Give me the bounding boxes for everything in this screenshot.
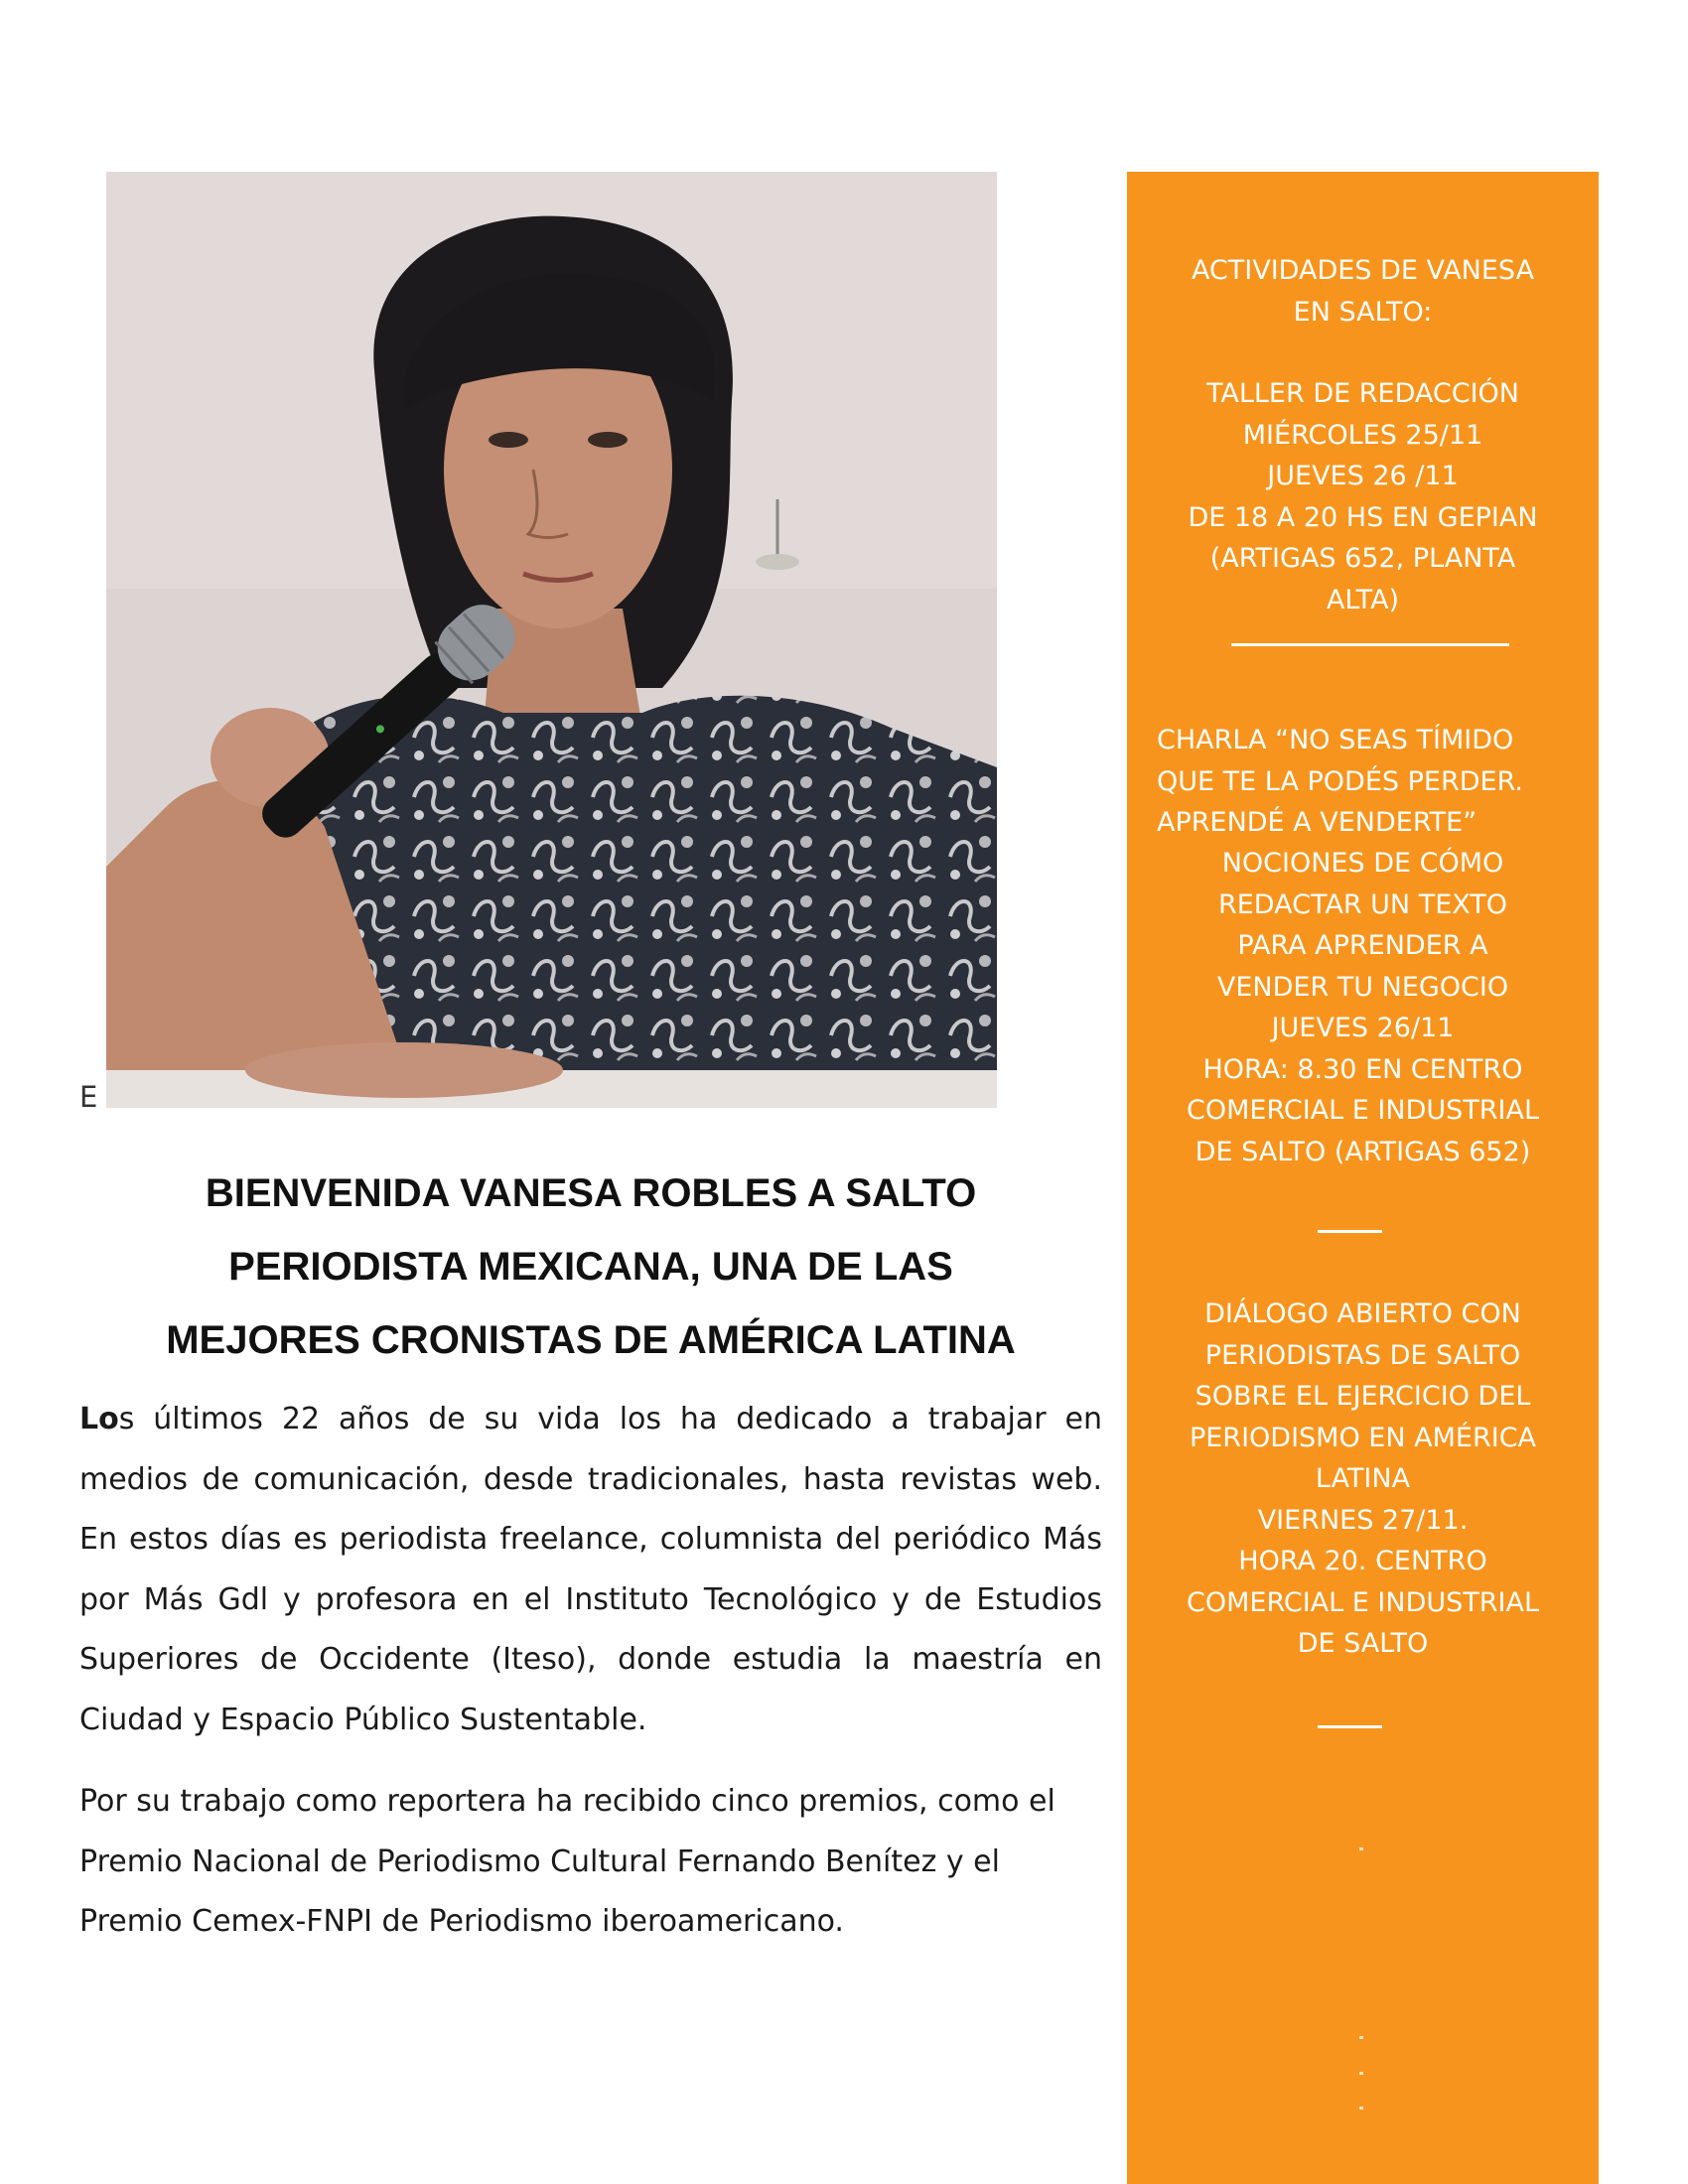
headline	[79, 1157, 1102, 1377]
dialogo-line: PERIODISTAS DE SALTO	[1204, 1339, 1521, 1371]
decorative-dot	[1359, 1847, 1363, 1850]
paragraph-biography	[79, 1390, 1102, 1750]
speaker-photo-illustration	[106, 172, 997, 1108]
paragraph-lead: Lo	[79, 1402, 119, 1436]
dialogo-line: LATINA	[1315, 1463, 1411, 1494]
taller-line: DE 18 A 20 HS EN GEPIAN	[1188, 501, 1538, 533]
charla-line: VENDER TU NEGOCIO	[1216, 971, 1509, 1003]
stray-character: E	[79, 1080, 98, 1114]
charla-line: COMERCIAL E INDUSTRIAL	[1186, 1095, 1539, 1126]
taller-line: MIÉRCOLES 25/11	[1242, 419, 1483, 451]
charla-line: REDACTAR UN TEXTO	[1217, 888, 1508, 920]
dialogo-line: SOBRE EL EJERCICIO DEL	[1195, 1381, 1531, 1412]
divider-rule	[1231, 643, 1509, 646]
sidebar-heading-line: EN SALTO:	[1293, 296, 1433, 328]
headline-line-3: MEJORES CRONISTAS DE AMÉRICA LATINA	[166, 1318, 1016, 1362]
dialogo-line: DIÁLOGO ABIERTO CON	[1204, 1298, 1521, 1329]
sidebar-dialogo	[1127, 1294, 1599, 1665]
headline-line-2: PERIODISTA MEXICANA, UNA DE LAS	[228, 1245, 953, 1289]
article-body	[79, 1390, 1102, 1953]
charla-line: PARA APRENDER A	[1237, 930, 1488, 961]
divider-rule	[1318, 1725, 1382, 1728]
dialogo-line: DE SALTO	[1297, 1628, 1429, 1659]
speaker-photo	[106, 172, 997, 1108]
taller-line: JUEVES 26 /11	[1267, 461, 1459, 491]
decorative-dot	[1359, 2036, 1363, 2039]
taller-line: (ARTIGAS 652, PLANTA	[1209, 543, 1516, 574]
headline-line-1: BIENVENIDA VANESA ROBLES A SALTO	[205, 1171, 977, 1215]
decorative-dot	[1359, 2072, 1363, 2075]
charla-line: CHARLA “NO SEAS TÍMIDO	[1157, 725, 1514, 755]
divider-rule	[1318, 1230, 1382, 1233]
dialogo-line: PERIODISMO EN AMÉRICA	[1189, 1422, 1537, 1453]
charla-line: HORA: 8.30 EN CENTRO	[1202, 1053, 1523, 1085]
paragraph-awards: Por su trabajo como reportera ha recibido cinco premios, como el Premio Nacional de Periodismo Cultural Fernando Benítez y el Premio Cemex-FNPI de Periodismo iberoamericano.	[79, 1784, 1055, 1939]
charla-line: QUE TE LA PODÉS PERDER.	[1157, 765, 1523, 797]
sidebar-heading-line: ACTIVIDADES DE VANESA	[1191, 255, 1535, 286]
charla-line: JUEVES 26/11	[1271, 1013, 1455, 1043]
charla-line: APRENDÉ A VENDERTE”	[1157, 807, 1477, 838]
dialogo-line: COMERCIAL E INDUSTRIAL	[1186, 1586, 1539, 1618]
charla-line: NOCIONES DE CÓMO	[1221, 848, 1504, 879]
sidebar-heading	[1127, 250, 1599, 333]
dialogo-line: HORA 20. CENTRO	[1238, 1546, 1487, 1576]
taller-line: TALLER DE REDACCIÓN	[1205, 378, 1520, 409]
sidebar-taller	[1127, 373, 1599, 620]
charla-line: DE SALTO (ARTIGAS 652)	[1195, 1136, 1531, 1167]
sidebar-charla-details	[1127, 843, 1599, 1172]
decorative-dot	[1359, 2107, 1363, 2110]
sidebar-charla	[1157, 720, 1594, 844]
taller-line: ALTA)	[1326, 584, 1400, 615]
dialogo-line: VIERNES 27/11.	[1257, 1504, 1469, 1536]
paragraph-biography-text: s últimos 22 años de su vida los ha dedicado a trabajar en medios de comunicación, desde tradicionales, hasta revistas web. En estos días es periodista freelance, columnista del periódico Más por Más Gdl y profesora en el Instituto Tecnológico y de Estudios Superiores de Occidente (Iteso), donde estudia la maestría en Ciudad y Espacio Público Sustentable.	[79, 1402, 1102, 1737]
activities-sidebar	[1127, 172, 1599, 2184]
